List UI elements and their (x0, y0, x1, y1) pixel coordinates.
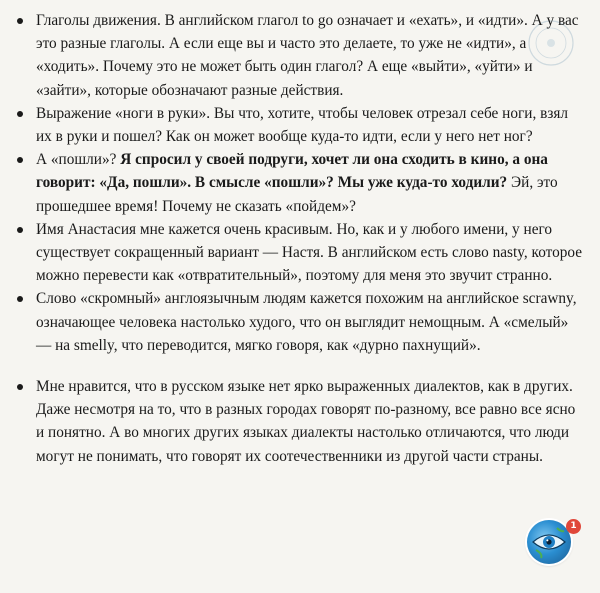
list-item-text: Слово «скромный» англоязычным людям кажется похожим на английское scrawny, означающее человека настолько худого, что он выглядит немощным. А «смелый» — на smelly, что переводится, мягко говоря, как «дурно пахнущий». (36, 290, 577, 354)
list-item-text-bold: Я спросил у своей подруги, хочет ли она сходить в кино, а она говорит: «Да, пошли». В смысле «пошли»? Мы уже куда-то ходили? (36, 151, 548, 192)
list-item (36, 218, 586, 288)
list-item (36, 375, 586, 468)
list-item-text: Выражение «ноги в руки». Вы что, хотите, чтобы человек отрезал себе ноги, взял их в руки и пошел? Как он может вообще куда-то идти, если у него нет ног? (36, 104, 569, 146)
list-item-text-end: Эй, это прошедшее время! Почему не сказать «пойдем»? (36, 174, 558, 215)
list-item (36, 9, 586, 102)
eye-globe-icon (527, 520, 571, 564)
list-item-text: Мне нравится, что в русском языке нет ярко выраженных диалектов, как в других. Даже несмотря на то, что в разных городах говорят по-разному, все равно все ясно и понятно. А во многих других языках диалекты настолько отличаются, что люди могут не понимать, что говорят их соотечественники из другой части страны. (36, 378, 576, 465)
profile-avatar[interactable] (527, 520, 571, 564)
list-item (36, 287, 586, 357)
list-item-text: Глаголы движения. В английском глагол to go означает и «ехать», и «идти». А у вас это разные глаголы. А если еще вы и часто это делаете, то уже не «идти», а «ходить». Почему это не может быть один глагол? А еще «выйти», «уйти» и «зайти», которые обозначают разные действия. (36, 12, 579, 99)
list-item-text: Имя Анастасия мне кажется очень красивым. Но, как и у любого имени, у него существует сокращенный вариант — Настя. В английском есть слово nasty, которое можно перевести как «отвратительный», поэтому для меня это звучит странно. (36, 220, 583, 285)
notification-badge: 1 (566, 519, 581, 534)
list-item (36, 102, 586, 148)
list-item (36, 148, 586, 218)
list-item-text-start: А «пошли»? (36, 151, 121, 169)
